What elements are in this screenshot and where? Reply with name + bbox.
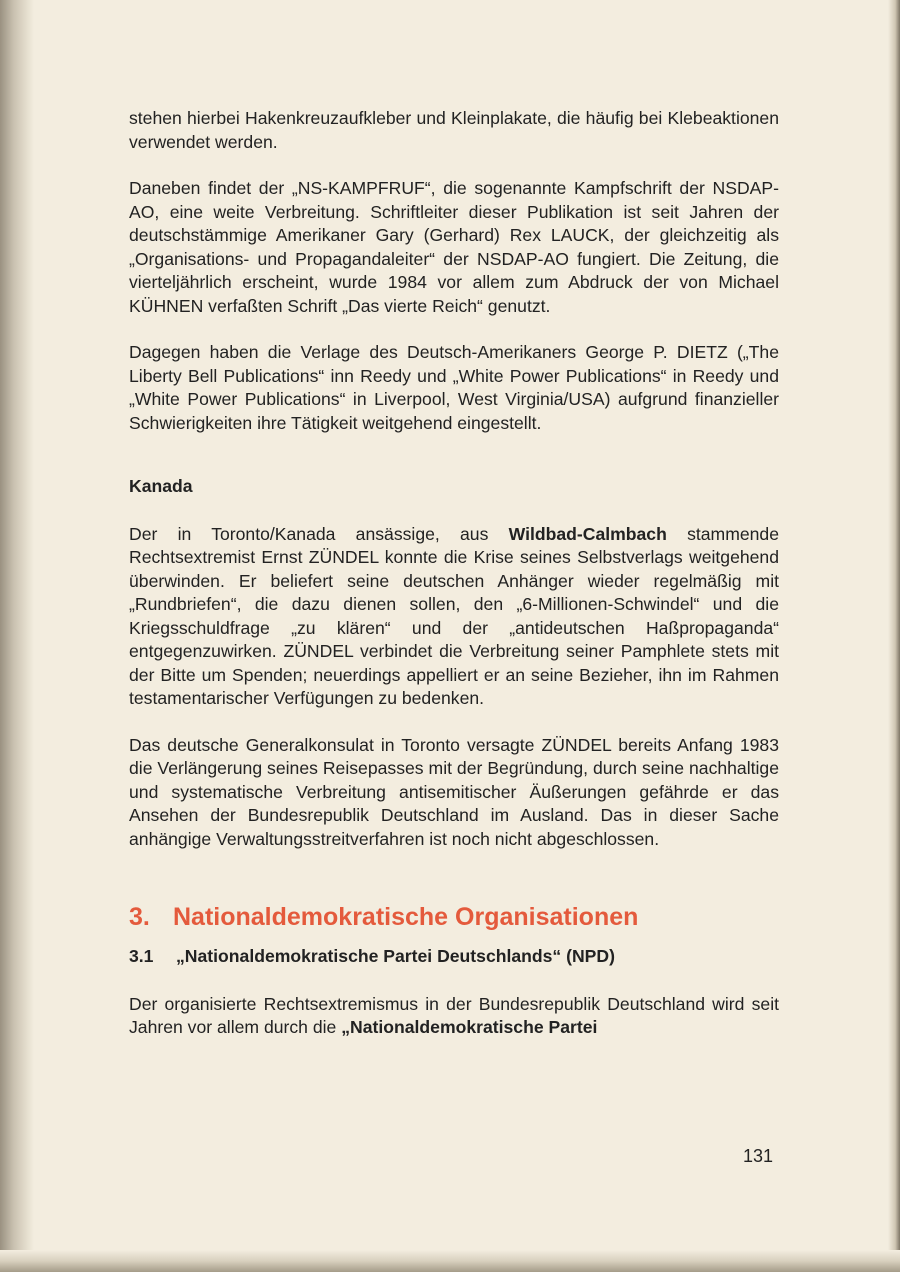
paragraph-zuendel-text-end: stammende Rechtsextremist Ernst ZÜNDEL konnte die Krise seines Selbstverlags weitgehend überwinden. Er beliefert seine deutschen Anhänger wieder regelmäßig mit „Rundbriefen“, die dazu dienen sollen, den „6-Millionen-Schwindel“ und die Kriegsschuldfrage „zu klären“ und der „antideutschen Haßpropaganda“ entgegenzuwirken. ZÜNDEL verbindet die Verbreitung seiner Pamphlete stets mit der Bitte um Spenden; neuerdings appelliert er an seine Bezieher, ihn im Rahmen testamentarischer Verfügungen zu bedenken. — [129, 523, 780, 708]
emphasis-npd: „Nationaldemokratische Partei — [341, 1017, 598, 1037]
page-edge-right — [888, 0, 900, 1272]
emphasis-wildbad-calmbach: Wildbad-Calmbach — [508, 523, 667, 544]
paragraph-ns-kampfruf: Daneben findet der „NS-KAMPFRUF“, die sogenannte Kampfschrift der NSDAP-AO, eine weite Verbreitung. Schriftleiter dieser Publikation ist seit Jahren der deutschstämmige Amerikaner Gary (Gerhard) Rex LAUCK, der gleichzeitig als „Organisations- und Propagandaleiter“ der NSDAP-AO fungiert. Die Zeitung, die vierteljährlich erscheint, wurde 1984 vor allem zum Abdruck der von Michael KÜHNEN verfaßten Schrift „Das vierte Reich“ genutzt. — [129, 178, 779, 316]
subsection-title: „Nationaldemokratische Partei Deutschlands“ (NPD) — [176, 946, 615, 966]
section-number: 3. — [129, 903, 150, 931]
page-body — [129, 107, 779, 1040]
book-binding-shadow — [0, 0, 34, 1272]
section-title: Nationaldemokratische Organisationen — [173, 903, 639, 931]
subheading-kanada: Kanada — [129, 476, 193, 496]
paragraph-dietz: Dagegen haben die Verlage des Deutsch-Amerikaners George P. DIETZ („The Liberty Bell Publications“ inn Reedy und „White Power Publications“ in Reedy und „White Power Publications“ in Liverpool, West Virginia/USA) aufgrund finanzieller Schwierigkeiten ihre Tätigkeit weitgehend eingestellt. — [129, 342, 779, 433]
subsection-heading — [129, 945, 779, 969]
section-heading — [129, 901, 779, 933]
paragraph-npd — [129, 993, 779, 1040]
paragraph-generalkonsulat: Das deutsche Generalkonsulat in Toronto versagte ZÜNDEL bereits Anfang 1983 die Verlängerung seines Reisepasses mit der Begründung, durch seine nachhaltige und systematische Verbreitung antisemitischer Äußerungen gefährde er das Ansehen der Bundesrepublik Deutschland im Ausland. Das in dieser Sache anhängige Verwaltungsstreitverfahren ist noch nicht abgeschlossen. — [129, 734, 779, 849]
paragraph-hakenkreuz: stehen hierbei Hakenkreuzaufkleber und Kleinplakate, die häufig bei Klebeaktionen verwendet werden. — [129, 108, 779, 152]
paragraph-zuendel-text-start: Der in Toronto/Kanada ansässige, aus — [129, 523, 509, 544]
paragraph-npd-text: Der organisierte Rechtsextremismus in der Bundesrepublik Deutschland wird seit Jahren vor allem durch die — [129, 993, 779, 1037]
subsection-number: 3.1 — [129, 946, 154, 966]
page-number: 131 — [743, 1146, 774, 1166]
paragraph-zuendel — [129, 523, 779, 711]
page-edge-bottom — [0, 1250, 900, 1272]
